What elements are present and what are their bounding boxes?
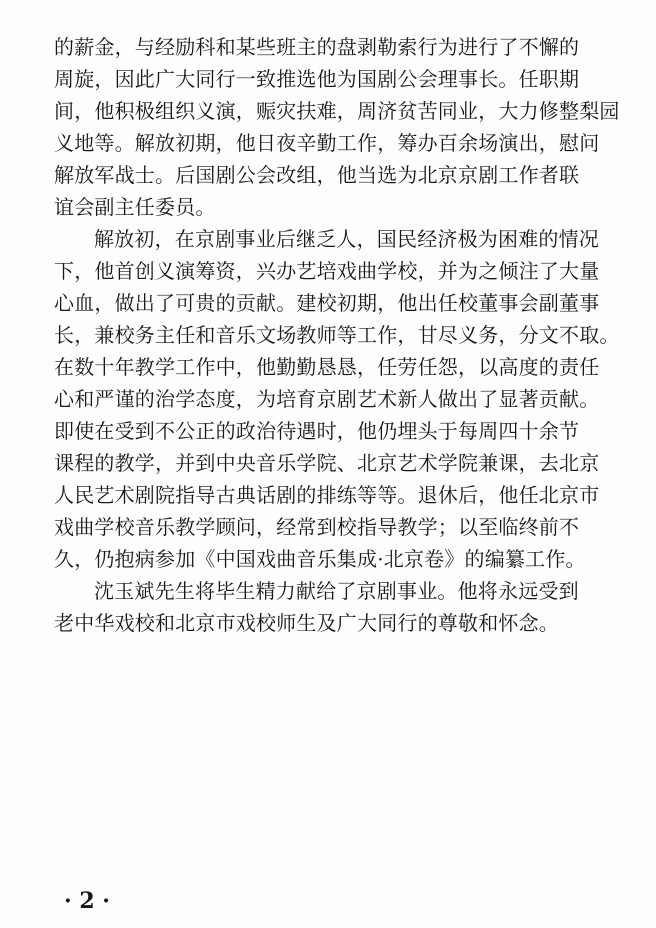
text-line: 心和严谨的治学态度，为培育京剧艺术新人做出了显著贡献。 — [54, 387, 600, 411]
text-line: 义地等。解放初期，他日夜辛勤工作，筹办百余场演出，慰问 — [54, 131, 600, 155]
text-line: 周旋，因此广大同行一致推选他为国剧公会理事长。任职期 — [54, 67, 580, 91]
page-number: · 2 · — [64, 888, 110, 914]
paragraph-start-line: 解放初，在京剧事业后继乏人，国民经济极为困难的情况 — [94, 227, 599, 251]
paragraph-start-line: 沈玉斌先生将毕生精力献给了京剧事业。他将永远受到 — [94, 579, 579, 603]
text-line: 戏曲学校音乐教学顾问，经常到校指导教学；以至临终前不 — [54, 515, 580, 539]
text-line: 间，他积极组织义演，赈灾扶难，周济贫苦同业，大力修整梨园 — [54, 99, 620, 123]
text-line: 心血，做出了可贵的贡献。建校初期，他出任校董事会副董事 — [54, 291, 600, 315]
text-line: 在数十年教学工作中，他勤勤恳恳，任劳任怨，以高度的责任 — [54, 355, 600, 379]
text-line: 人民艺术剧院指导古典话剧的排练等等。退休后，他任北京市 — [54, 483, 600, 507]
text-line: 长，兼校务主任和音乐文场教师等工作，甘尽义务，分文不取。 — [54, 323, 620, 347]
text-line: 老中华戏校和北京市戏校师生及广大同行的尊敬和怀念。 — [54, 611, 559, 635]
text-line: 即使在受到不公正的政治待遇时，他仍埋头于每周四十余节 — [54, 419, 580, 443]
text-line: 下，他首创义演筹资，兴办艺培戏曲学校，并为之倾注了大量 — [54, 259, 600, 283]
text-line: 谊会副主任委员。 — [54, 195, 216, 219]
text-line: 解放军战士。后国剧公会改组，他当选为北京京剧工作者联 — [54, 163, 580, 187]
text-line: 久，仍抱病参加《中国戏曲音乐集成·北京卷》的编纂工作。 — [54, 547, 586, 571]
text-line: 课程的教学，并到中央音乐学院、北京艺术学院兼课，去北京 — [54, 451, 600, 475]
text-line: 的薪金，与经励科和某些班主的盘剥勒索行为进行了不懈的 — [54, 35, 580, 59]
body-text — [54, 34, 620, 642]
